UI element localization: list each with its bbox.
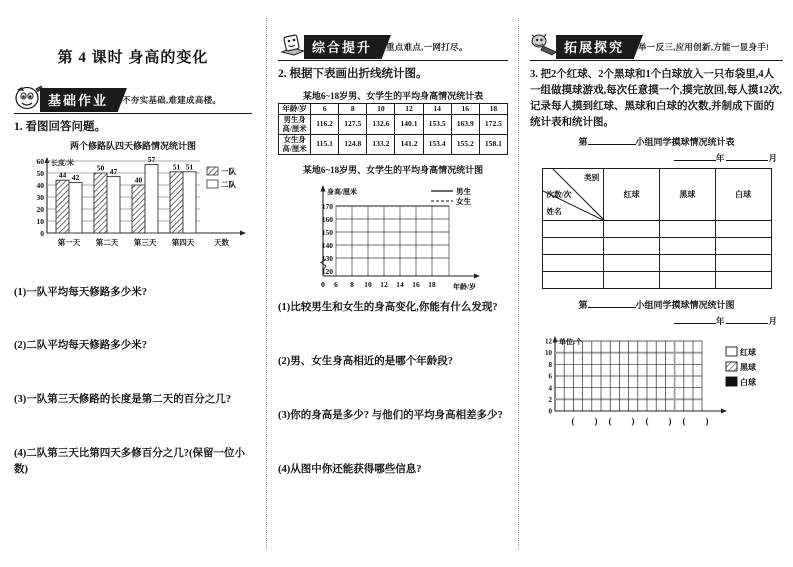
svg-text:黑球: 黑球 — [740, 362, 756, 372]
month-label-table: 月 — [768, 152, 777, 163]
svg-text:第一天: 第一天 — [57, 237, 81, 247]
svg-text:第二天: 第二天 — [95, 237, 119, 247]
ball-bar-grid — [530, 331, 780, 441]
svg-text:8: 8 — [548, 360, 552, 369]
group-number-blank-chart[interactable] — [588, 307, 636, 308]
age-cell: 10 — [367, 103, 395, 115]
boy-height-cell: 153.5 — [423, 115, 451, 135]
table-row-header — [279, 103, 508, 115]
banner-label-basic: 基础作业 — [40, 88, 118, 112]
svg-text:50: 50 — [96, 163, 105, 173]
year-label-chart: 年 — [715, 315, 725, 326]
svg-text:8: 8 — [350, 280, 354, 290]
svg-text:20: 20 — [36, 204, 44, 214]
black-cell[interactable] — [659, 254, 715, 271]
ball-chart-title-post: 小组同学摸球情况统计图 — [635, 299, 735, 310]
svg-text:44: 44 — [58, 170, 67, 180]
svg-text:单位:个: 单位:个 — [559, 337, 583, 346]
ball-table-title-post: 小组同学摸球情况统计表 — [635, 136, 735, 147]
svg-text:一队: 一队 — [221, 166, 236, 176]
name-cell[interactable] — [542, 254, 604, 271]
black-cell[interactable] — [659, 237, 715, 254]
height-data-table — [278, 103, 508, 156]
svg-text:): ) — [631, 415, 635, 426]
age-cell: 12 — [395, 103, 423, 115]
table-row — [279, 115, 508, 135]
svg-text:天数: 天数 — [214, 237, 229, 247]
girl-height-cell: 124.8 — [339, 135, 367, 155]
ball-table-title — [530, 135, 783, 148]
question-1-2: (2)二队平均每天修路多少米? — [14, 340, 147, 352]
road-bar-chart — [14, 153, 252, 253]
table-row[interactable] — [542, 220, 771, 237]
name-cell[interactable] — [542, 220, 604, 237]
svg-text:女生: 女生 — [456, 197, 471, 207]
diag-label-count: 次数/次 — [546, 189, 572, 199]
svg-text:42: 42 — [71, 172, 80, 182]
white-cell[interactable] — [715, 254, 771, 271]
question-2-3: (3)你的身高是多少? 与他们的平均身高相差多少? — [278, 409, 503, 421]
question-2-number: 2. 根据下表画出折线统计图。 — [278, 68, 428, 80]
column-header-red-ball: 红球 — [604, 168, 660, 220]
svg-text:男生: 男生 — [456, 187, 471, 197]
diagonal-header-cell — [542, 168, 604, 220]
banner-sub-extend: 举一反三,应用创新,方能一显身手! — [638, 42, 770, 52]
date-line-chart — [530, 315, 777, 327]
svg-text:6: 6 — [548, 372, 552, 381]
svg-text:160: 160 — [321, 215, 333, 225]
svg-text:60: 60 — [36, 156, 44, 166]
svg-text:第四天: 第四天 — [171, 237, 195, 247]
svg-text:12: 12 — [545, 337, 552, 346]
svg-text:6: 6 — [334, 280, 338, 290]
girl-height-cell: 158.1 — [479, 135, 507, 155]
section-banner-basic — [14, 87, 252, 113]
svg-text:红球: 红球 — [740, 347, 756, 357]
svg-text:140: 140 — [321, 241, 333, 251]
height-chart-title: 某地6~18岁男、女学生的平均身高情况统计图 — [302, 165, 484, 176]
age-cell: 18 — [479, 103, 507, 115]
svg-text:(: ( — [571, 415, 575, 426]
svg-text:40: 40 — [134, 175, 143, 185]
svg-text:): ) — [594, 415, 598, 426]
column-header-black-ball: 黑球 — [659, 168, 715, 220]
column-right — [518, 0, 793, 567]
row-header-age: 年龄/岁 — [279, 103, 311, 115]
svg-text:10: 10 — [36, 216, 44, 226]
svg-text:第三天: 第三天 — [133, 237, 157, 247]
svg-text:30: 30 — [36, 192, 44, 202]
girl-height-cell: 115.1 — [311, 135, 339, 155]
svg-text:16: 16 — [412, 280, 420, 290]
question-2-1: (1)比较男生和女生的身高变化,你能有什么发现? — [278, 302, 498, 314]
table-row[interactable] — [542, 254, 771, 271]
row-header-girls: 女生身高/厘米 — [279, 135, 311, 155]
month-blank-chart[interactable] — [726, 323, 768, 324]
svg-text:51: 51 — [172, 161, 181, 171]
girl-height-cell: 155.2 — [451, 135, 479, 155]
year-blank-chart[interactable] — [674, 323, 716, 324]
table-row-header — [542, 168, 771, 220]
banner-sub-advanced: 重点难点,一网打尽。 — [386, 42, 468, 52]
question-1-1: (1)一队平均每天修路多少米? — [14, 286, 147, 298]
question-3-number: 3. 把2个红球、2个黑球和1个白球放入一只布袋里,4人一组做摸球游戏,每次任意摸一个,摸完放回,每人摸12次,记录每人摸到红球、黑球和白球的次数,并制成下面的统计表和统计图。 — [530, 69, 782, 128]
date-line-table — [530, 152, 777, 164]
table-row — [279, 135, 508, 155]
banner-rule — [530, 60, 783, 61]
banner-rule — [14, 113, 252, 114]
section-banner-advanced — [278, 34, 508, 60]
svg-text:130: 130 — [321, 254, 333, 264]
question-2-2: (2)男、女生身高相近的是哪个年龄段? — [278, 356, 453, 368]
boy-height-cell: 132.6 — [367, 115, 395, 135]
svg-text:4: 4 — [548, 384, 552, 393]
diag-label-name: 姓名 — [546, 206, 562, 216]
banner-sub-basic: 不夯实基础,难建成高楼。 — [122, 95, 222, 105]
year-label-table: 年 — [715, 152, 725, 163]
svg-text:57: 57 — [147, 154, 156, 164]
height-table-title: 某地6~18岁男、女学生的平均身高情况统计表 — [302, 90, 484, 101]
name-cell[interactable] — [542, 271, 604, 288]
svg-text:0: 0 — [548, 407, 552, 416]
svg-text:0: 0 — [40, 228, 44, 238]
black-cell[interactable] — [659, 271, 715, 288]
banner-label-extend: 拓展探究 — [556, 35, 634, 59]
question-1-4: (4)二队第三天比第四天多修百分之几?(保留一位小数) — [14, 447, 245, 475]
name-cell[interactable] — [542, 237, 604, 254]
svg-text:50: 50 — [36, 168, 44, 178]
svg-text:170: 170 — [321, 202, 333, 212]
girl-height-cell: 133.2 — [367, 135, 395, 155]
red-cell[interactable] — [604, 237, 660, 254]
svg-text:长度/米: 长度/米 — [51, 158, 74, 167]
boy-height-cell: 116.2 — [311, 115, 339, 135]
black-cell[interactable] — [659, 220, 715, 237]
age-cell: 8 — [339, 103, 367, 115]
red-cell[interactable] — [604, 271, 660, 288]
boy-height-cell: 163.9 — [451, 115, 479, 135]
svg-text:二队: 二队 — [221, 179, 236, 189]
svg-text:年龄/岁: 年龄/岁 — [453, 283, 476, 292]
svg-text:身高/厘米: 身高/厘米 — [327, 188, 357, 197]
column-middle — [266, 0, 518, 567]
age-cell: 6 — [311, 103, 339, 115]
svg-text:51: 51 — [185, 161, 194, 171]
boy-height-cell: 172.5 — [479, 115, 507, 135]
svg-text:120: 120 — [321, 267, 333, 277]
svg-text:2: 2 — [548, 395, 552, 404]
row-header-boys: 男生身高/厘米 — [279, 115, 311, 135]
section-banner-extend — [530, 34, 783, 60]
svg-text:(: ( — [682, 415, 686, 426]
banner-rule — [278, 60, 508, 61]
table-row[interactable] — [542, 271, 771, 288]
ball-chart-title — [530, 298, 783, 311]
ball-table-title-pre: 第 — [578, 136, 588, 147]
white-cell[interactable] — [715, 271, 771, 288]
svg-text:47: 47 — [109, 166, 118, 176]
question-1-3: (3)一队第三天修路的长度是第二天的百分之几? — [14, 394, 231, 406]
svg-text:40: 40 — [36, 180, 44, 190]
girl-height-cell: 141.2 — [395, 135, 423, 155]
month-blank-table[interactable] — [726, 160, 768, 161]
column-left — [0, 0, 266, 567]
diag-label-category: 类别 — [584, 172, 600, 182]
banner-label-advanced: 综合提升 — [304, 35, 382, 59]
svg-text:): ) — [705, 415, 709, 426]
white-cell[interactable] — [715, 220, 771, 237]
month-label-chart: 月 — [768, 315, 777, 326]
svg-text:): ) — [668, 415, 672, 426]
svg-text:0: 0 — [321, 280, 325, 290]
column-header-white-ball: 白球 — [715, 168, 771, 220]
page-title: 第 4 课时 身高的变化 — [57, 50, 209, 66]
svg-text:(: ( — [645, 415, 649, 426]
svg-text:10: 10 — [545, 349, 552, 358]
question-2-4: (4)从图中你还能获得哪些信息? — [278, 463, 422, 475]
age-cell: 14 — [423, 103, 451, 115]
svg-text:14: 14 — [396, 280, 404, 290]
red-cell[interactable] — [604, 220, 660, 237]
group-number-blank[interactable] — [588, 144, 636, 145]
svg-text:18: 18 — [428, 280, 436, 290]
svg-text:白球: 白球 — [740, 377, 756, 387]
boy-height-cell: 127.5 — [339, 115, 367, 135]
question-1-number: 1. 看图回答问题。 — [14, 121, 106, 133]
ball-chart-title-pre: 第 — [578, 299, 588, 310]
bar-chart-title: 两个修路队四天修路情况统计图 — [69, 140, 196, 151]
height-line-chart — [279, 178, 507, 296]
ball-count-table — [542, 168, 772, 289]
table-row[interactable] — [542, 237, 771, 254]
svg-text:150: 150 — [321, 228, 333, 238]
svg-text:10: 10 — [364, 280, 372, 290]
boy-height-cell: 140.1 — [395, 115, 423, 135]
age-cell: 16 — [451, 103, 479, 115]
year-blank-table[interactable] — [674, 160, 716, 161]
girl-height-cell: 153.4 — [423, 135, 451, 155]
svg-text:(: ( — [608, 415, 612, 426]
svg-text:12: 12 — [380, 280, 388, 290]
white-cell[interactable] — [715, 237, 771, 254]
red-cell[interactable] — [604, 254, 660, 271]
